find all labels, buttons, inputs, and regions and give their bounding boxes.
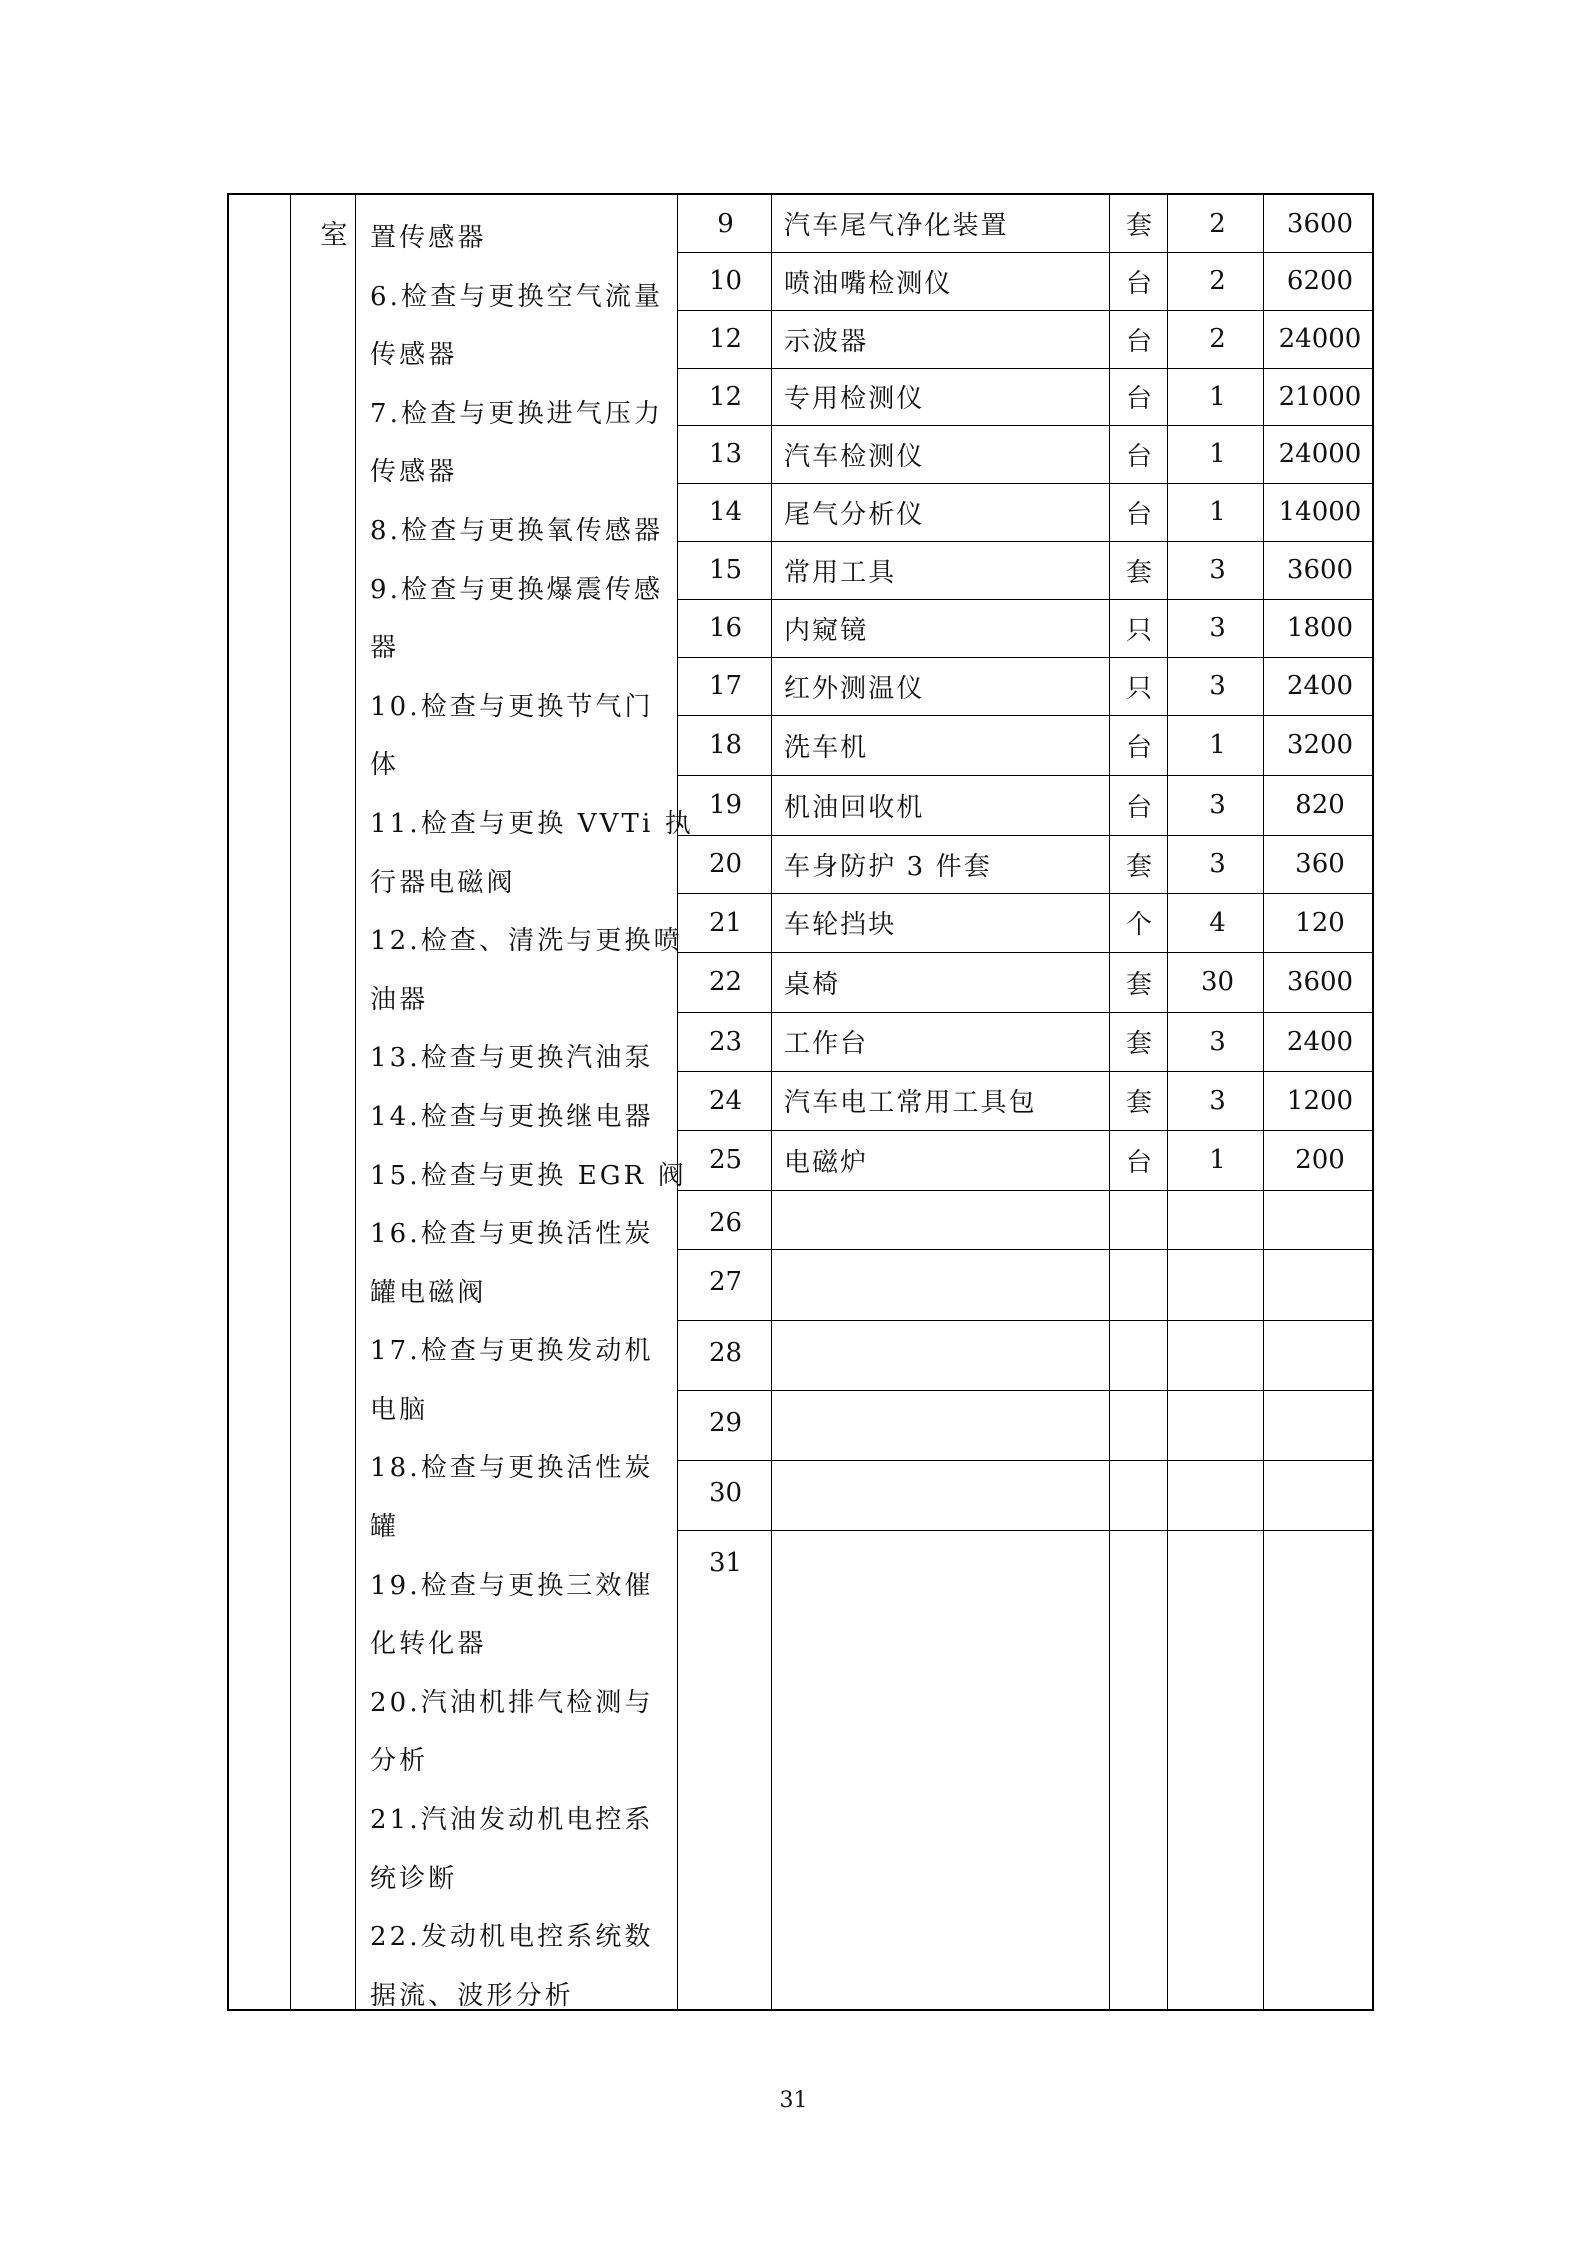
- cell-unit: [1109, 1460, 1169, 1530]
- table-row: [679, 1071, 1374, 1130]
- cell-qty: 3: [1209, 790, 1226, 820]
- cell-qty: 1: [1209, 1145, 1226, 1175]
- task-line: 罐电磁阀: [370, 1277, 487, 1308]
- task-line: 16.检查与更换活性炭: [370, 1219, 654, 1250]
- cell-no: 20: [708, 849, 743, 879]
- cell-no: 10: [708, 266, 743, 296]
- cell-qty: 3: [1209, 849, 1226, 879]
- cell-no: 31: [708, 1548, 743, 1578]
- task-line: 19.检查与更换三效催: [370, 1570, 654, 1601]
- cell-name: [784, 1530, 1104, 2013]
- task-line: 7.检查与更换进气压力: [370, 398, 664, 429]
- cell-name: 汽车检测仪: [784, 441, 925, 472]
- table-row: [679, 541, 1374, 599]
- cell-price: 3200: [1286, 730, 1354, 760]
- cell-qty: 1: [1209, 497, 1226, 527]
- cell-qty: 3: [1209, 613, 1226, 643]
- table-row: [679, 195, 1374, 252]
- table-row: [679, 483, 1374, 541]
- cell-no: 19: [708, 790, 743, 820]
- cell-price: 21000: [1278, 381, 1362, 412]
- cell-no: 28: [708, 1338, 743, 1368]
- row-divider: [677, 599, 1372, 600]
- cell-name: [784, 1460, 1104, 1530]
- row-divider: [677, 483, 1372, 484]
- cell-name: 红外测温仪: [784, 673, 925, 704]
- row-divider: [677, 1190, 1372, 1191]
- cell-qty: [1169, 1460, 1266, 1530]
- cell-unit: 套: [1125, 1029, 1152, 1059]
- task-line: 10.检查与更换节气门: [370, 691, 654, 722]
- cell-no: 18: [708, 730, 743, 760]
- task-line: 18.检查与更换活性炭: [370, 1453, 654, 1484]
- cell-price: 24000: [1278, 439, 1362, 469]
- cell-name: [784, 1390, 1104, 1460]
- cell-unit: 套: [1125, 969, 1152, 1000]
- row-divider: [677, 715, 1372, 716]
- cell-price: 14000: [1278, 497, 1362, 527]
- cell-name: 车轮挡块: [784, 910, 897, 940]
- cell-no: 16: [708, 613, 743, 643]
- cell-unit: 只: [1125, 673, 1152, 704]
- cell-price: 3600: [1286, 967, 1354, 997]
- cell-qty: [1169, 1530, 1266, 2013]
- cell-no: 22: [708, 967, 743, 997]
- cell-price: [1266, 1320, 1374, 1390]
- table-row: [679, 715, 1374, 775]
- cell-name: [784, 1320, 1104, 1390]
- room-label: 室: [320, 220, 348, 251]
- row-divider: [677, 1130, 1372, 1131]
- table-row: [679, 599, 1374, 657]
- cell-name: 桌椅: [784, 969, 841, 1000]
- cell-unit: 台: [1125, 1147, 1152, 1178]
- cell-no: 24: [708, 1085, 743, 1116]
- cell-name: 尾气分析仪: [784, 499, 925, 530]
- row-divider: [677, 1012, 1372, 1013]
- task-line: 据流、波形分析: [370, 1980, 574, 2011]
- task-line: 统诊断: [370, 1863, 458, 1894]
- table-row: [679, 368, 1374, 425]
- task-line: 13.检查与更换汽油泵: [370, 1043, 654, 1074]
- cell-unit: 个: [1125, 910, 1152, 940]
- task-line: 分析: [370, 1746, 429, 1777]
- column-divider: [355, 195, 356, 2009]
- cell-unit: 套: [1125, 211, 1152, 241]
- cell-price: [1266, 1249, 1374, 1320]
- cell-no: 29: [708, 1408, 743, 1438]
- cell-unit: 台: [1125, 499, 1152, 530]
- task-line: 罐: [370, 1512, 400, 1543]
- row-divider: [677, 893, 1372, 894]
- table-row: [679, 425, 1374, 483]
- cell-qty: 1: [1209, 439, 1226, 469]
- cell-unit: 台: [1125, 268, 1152, 299]
- cell-unit: [1109, 1390, 1169, 1460]
- cell-price: 1800: [1286, 613, 1354, 643]
- row-divider: [677, 657, 1372, 658]
- cell-price: 6200: [1286, 266, 1354, 296]
- task-line: 22.发动机电控系统数: [370, 1922, 654, 1953]
- table-row: [679, 893, 1374, 952]
- cell-price: [1266, 1390, 1374, 1460]
- cell-name: 工作台: [784, 1029, 869, 1059]
- cell-unit: [1109, 1530, 1169, 2013]
- cell-unit: [1109, 1249, 1169, 1320]
- cell-no: 12: [708, 381, 743, 412]
- cell-price: 3600: [1286, 208, 1354, 239]
- task-line: 14.检查与更换继电器: [370, 1101, 654, 1132]
- task-list: [370, 209, 694, 2025]
- task-line: 传感器: [370, 457, 458, 488]
- row-divider: [677, 1530, 1372, 1531]
- row-divider: [677, 425, 1372, 426]
- cell-qty: [1169, 1390, 1266, 1460]
- cell-price: 2400: [1286, 671, 1354, 701]
- table-row: [679, 657, 1374, 715]
- cell-unit: 台: [1125, 792, 1152, 823]
- row-divider: [677, 1320, 1372, 1321]
- cell-price: 24000: [1278, 324, 1362, 354]
- cell-price: [1266, 1460, 1374, 1530]
- task-line: 行器电磁阀: [370, 867, 516, 898]
- task-line: 15.检查与更换 EGR 阀: [370, 1160, 687, 1191]
- table-row: [679, 1460, 1374, 1530]
- task-line: 11.检查与更换 VVTi 执: [370, 808, 694, 839]
- cell-name: 洗车机: [784, 732, 869, 763]
- column-divider: [290, 195, 291, 2009]
- cell-qty: 2: [1209, 266, 1226, 296]
- table-row: [679, 1190, 1374, 1249]
- table-row: [679, 310, 1374, 368]
- table-row: [679, 1130, 1374, 1190]
- task-line: 17.检查与更换发动机: [370, 1336, 654, 1367]
- cell-price: 1200: [1286, 1085, 1354, 1116]
- cell-name: [784, 1190, 1104, 1249]
- cell-unit: 台: [1125, 732, 1152, 763]
- cell-unit: 台: [1125, 441, 1152, 472]
- cell-name: 内窥镜: [784, 615, 869, 646]
- column-divider: [677, 195, 678, 2009]
- cell-qty: [1169, 1190, 1266, 1249]
- task-line: 9.检查与更换爆震传感: [370, 574, 664, 605]
- cell-price: 360: [1295, 849, 1345, 879]
- cell-qty: 2: [1209, 324, 1226, 354]
- table-row: [679, 835, 1374, 893]
- cell-no: 26: [708, 1208, 743, 1238]
- cell-name: 示波器: [784, 326, 869, 357]
- row-divider: [677, 835, 1372, 836]
- cell-qty: 3: [1209, 1085, 1226, 1116]
- table-row: [679, 252, 1374, 310]
- cell-unit: 套: [1125, 851, 1152, 882]
- table-row: [679, 1390, 1374, 1460]
- cell-qty: 2: [1209, 208, 1226, 239]
- cell-unit: 只: [1125, 615, 1152, 646]
- cell-unit: 台: [1125, 384, 1152, 414]
- row-divider: [677, 1460, 1372, 1461]
- task-line: 置传感器: [370, 223, 487, 253]
- cell-price: 200: [1295, 1145, 1345, 1175]
- task-line: 21.汽油发动机电控系: [370, 1805, 654, 1836]
- row-divider: [677, 368, 1372, 369]
- cell-qty: 1: [1209, 381, 1226, 412]
- row-divider: [677, 310, 1372, 311]
- cell-price: 2400: [1286, 1026, 1354, 1057]
- cell-unit: [1109, 1190, 1169, 1249]
- table-row: [679, 1320, 1374, 1390]
- cell-name: [784, 1249, 1104, 1320]
- cell-name: 机油回收机: [784, 792, 925, 823]
- row-divider: [677, 1390, 1372, 1391]
- cell-name: 汽车电工常用工具包: [784, 1088, 1037, 1118]
- cell-no: 12: [708, 324, 743, 354]
- cell-no: 14: [708, 497, 743, 527]
- equipment-table: [227, 193, 1374, 2011]
- cell-price: 3600: [1286, 555, 1354, 585]
- cell-unit: 套: [1125, 1088, 1152, 1118]
- task-line: 12.检查、清洗与更换喷: [370, 926, 683, 957]
- cell-qty: 3: [1209, 671, 1226, 701]
- cell-qty: 1: [1209, 730, 1226, 760]
- cell-qty: 3: [1209, 1026, 1226, 1057]
- table-row: [679, 952, 1374, 1012]
- cell-name: 喷油嘴检测仪: [784, 268, 953, 299]
- row-divider: [677, 1071, 1372, 1072]
- cell-qty: [1169, 1320, 1266, 1390]
- task-line: 20.汽油机排气检测与: [370, 1687, 654, 1718]
- table-row: [679, 775, 1374, 835]
- cell-qty: 30: [1200, 967, 1235, 997]
- cell-qty: [1169, 1249, 1266, 1320]
- cell-unit: 套: [1125, 557, 1152, 588]
- cell-no: 13: [708, 439, 743, 469]
- row-divider: [677, 541, 1372, 542]
- cell-name: 电磁炉: [784, 1147, 869, 1178]
- cell-price: [1266, 1190, 1374, 1249]
- cell-name: 常用工具: [784, 557, 897, 588]
- task-line: 油器: [370, 984, 429, 1015]
- row-divider: [677, 252, 1372, 253]
- cell-qty: 4: [1209, 907, 1226, 938]
- cell-no: 23: [708, 1026, 743, 1057]
- cell-price: 120: [1295, 907, 1345, 938]
- cell-no: 15: [708, 555, 743, 585]
- task-line: 6.检查与更换空气流量: [370, 281, 664, 312]
- task-line: 8.检查与更换氧传感器: [370, 515, 664, 546]
- row-divider: [677, 952, 1372, 953]
- cell-no: 27: [708, 1267, 743, 1297]
- cell-unit: 台: [1125, 326, 1152, 357]
- cell-qty: 3: [1209, 555, 1226, 585]
- cell-name: 专用检测仪: [784, 384, 925, 414]
- cell-no: 25: [708, 1145, 743, 1175]
- task-line: 器: [370, 633, 400, 664]
- cell-no: 9: [717, 208, 734, 239]
- cell-price: [1266, 1530, 1374, 2013]
- cell-no: 17: [708, 671, 743, 701]
- row-divider: [677, 775, 1372, 776]
- cell-no: 30: [708, 1478, 743, 1508]
- page-number: 31: [779, 2088, 808, 2113]
- task-line: 化转化器: [370, 1629, 487, 1660]
- cell-price: 820: [1295, 790, 1345, 820]
- cell-name: 汽车尾气净化装置: [784, 211, 1009, 241]
- task-line: 体: [370, 750, 400, 781]
- task-line: 电脑: [370, 1394, 429, 1425]
- cell-no: 21: [708, 907, 743, 938]
- cell-unit: [1109, 1320, 1169, 1390]
- table-row: [679, 1012, 1374, 1071]
- cell-name: 车身防护 3 件套: [784, 851, 992, 882]
- table-row: [679, 1530, 1374, 2013]
- row-divider: [677, 1249, 1372, 1250]
- table-row: [679, 1249, 1374, 1320]
- task-line: 传感器: [370, 340, 458, 371]
